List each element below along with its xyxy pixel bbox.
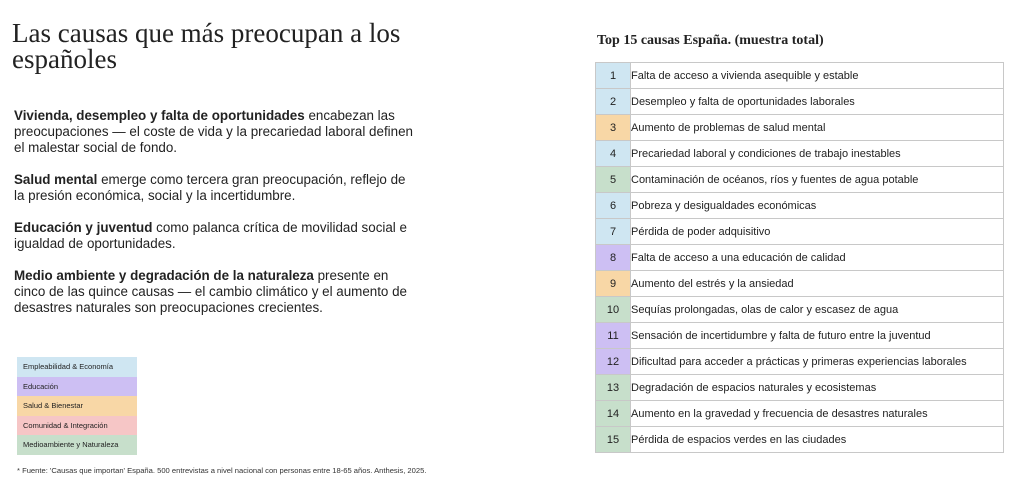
cause-cell: Pérdida de espacios verdes en las ciudades: [631, 427, 1004, 453]
table-row: [596, 271, 1004, 297]
paragraph-text: emerge como tercera gran preocupación, reflejo de la presión económica, social y la incertidumbre.: [14, 172, 406, 203]
paragraph-housing: [14, 108, 419, 156]
legend-item-economy: Empleabilidad & Economía: [17, 357, 137, 377]
table-row: [596, 375, 1004, 401]
rank-cell: 1: [596, 63, 631, 89]
legend-item-environment: Medioambiente y Naturaleza: [17, 435, 137, 455]
table-row: [596, 141, 1004, 167]
rank-cell: 6: [596, 193, 631, 219]
summary-paragraphs: [14, 108, 419, 332]
cause-cell: Contaminación de océanos, ríos y fuentes de agua potable: [631, 167, 1004, 193]
table-row: [596, 349, 1004, 375]
rank-cell: 15: [596, 427, 631, 453]
rank-cell: 7: [596, 219, 631, 245]
rank-cell: 3: [596, 115, 631, 141]
table-row: [596, 63, 1004, 89]
rank-cell: 10: [596, 297, 631, 323]
legend-item-education: Educación: [17, 377, 137, 397]
paragraph-text: presente en cinco de las quince causas — el cambio climático y el aumento de desastres naturales son preocupaciones crecientes.: [14, 268, 407, 315]
table-row: [596, 193, 1004, 219]
table-row: [596, 401, 1004, 427]
table-row: [596, 427, 1004, 453]
cause-cell: Falta de acceso a vivienda asequible y estable: [631, 63, 1004, 89]
cause-cell: Aumento de problemas de salud mental: [631, 115, 1004, 141]
table-row: [596, 167, 1004, 193]
cause-cell: Degradación de espacios naturales y ecosistemas: [631, 375, 1004, 401]
rank-cell: 11: [596, 323, 631, 349]
cause-cell: Pérdida de poder adquisitivo: [631, 219, 1004, 245]
category-legend: [17, 357, 137, 455]
cause-cell: Sequías prolongadas, olas de calor y escasez de agua: [631, 297, 1004, 323]
rank-cell: 8: [596, 245, 631, 271]
table-row: [596, 245, 1004, 271]
paragraph-text: como palanca crítica de movilidad social e igualdad de oportunidades.: [14, 220, 407, 251]
paragraph-highlight: Vivienda, desempleo y falta de oportunidades: [14, 108, 305, 123]
paragraph-highlight: Medio ambiente y degradación de la naturaleza: [14, 268, 314, 283]
rank-cell: 13: [596, 375, 631, 401]
rank-cell: 2: [596, 89, 631, 115]
table-row: [596, 219, 1004, 245]
cause-cell: Pobreza y desigualdades económicas: [631, 193, 1004, 219]
rank-cell: 4: [596, 141, 631, 167]
cause-cell: Falta de acceso a una educación de calidad: [631, 245, 1004, 271]
source-footnote: * Fuente: 'Causas que importan' España. 500 entrevistas a nivel nacional con personas entre 18-65 años. Anthesis, 2025.: [17, 466, 427, 475]
table-row: [596, 323, 1004, 349]
paragraph-environment: [14, 268, 419, 316]
cause-cell: Aumento del estrés y la ansiedad: [631, 271, 1004, 297]
paragraph-mental-health: [14, 172, 419, 204]
page-title: Las causas que más preocupan a los españoles: [12, 18, 401, 74]
rank-cell: 5: [596, 167, 631, 193]
paragraph-text: encabezan las preocupaciones — el coste de vida y la precariedad laboral definen el malestar social de fondo.: [14, 108, 413, 155]
paragraph-highlight: Educación y juventud: [14, 220, 153, 235]
cause-cell: Sensación de incertidumbre y falta de futuro entre la juventud: [631, 323, 1004, 349]
paragraph-highlight: Salud mental: [14, 172, 98, 187]
rank-cell: 9: [596, 271, 631, 297]
table-row: [596, 115, 1004, 141]
table-row: [596, 297, 1004, 323]
rank-cell: 14: [596, 401, 631, 427]
table-row: [596, 89, 1004, 115]
cause-cell: Precariedad laboral y condiciones de trabajo inestables: [631, 141, 1004, 167]
legend-item-health: Salud & Bienestar: [17, 396, 137, 416]
cause-cell: Dificultad para acceder a prácticas y primeras experiencias laborales: [631, 349, 1004, 375]
paragraph-education: [14, 220, 419, 252]
legend-item-community: Comunidad & Integración: [17, 416, 137, 436]
cause-cell: Desempleo y falta de oportunidades laborales: [631, 89, 1004, 115]
causes-table: [595, 62, 1004, 453]
cause-cell: Aumento en la gravedad y frecuencia de desastres naturales: [631, 401, 1004, 427]
rank-cell: 12: [596, 349, 631, 375]
table-title: Top 15 causas España. (muestra total): [597, 33, 824, 48]
